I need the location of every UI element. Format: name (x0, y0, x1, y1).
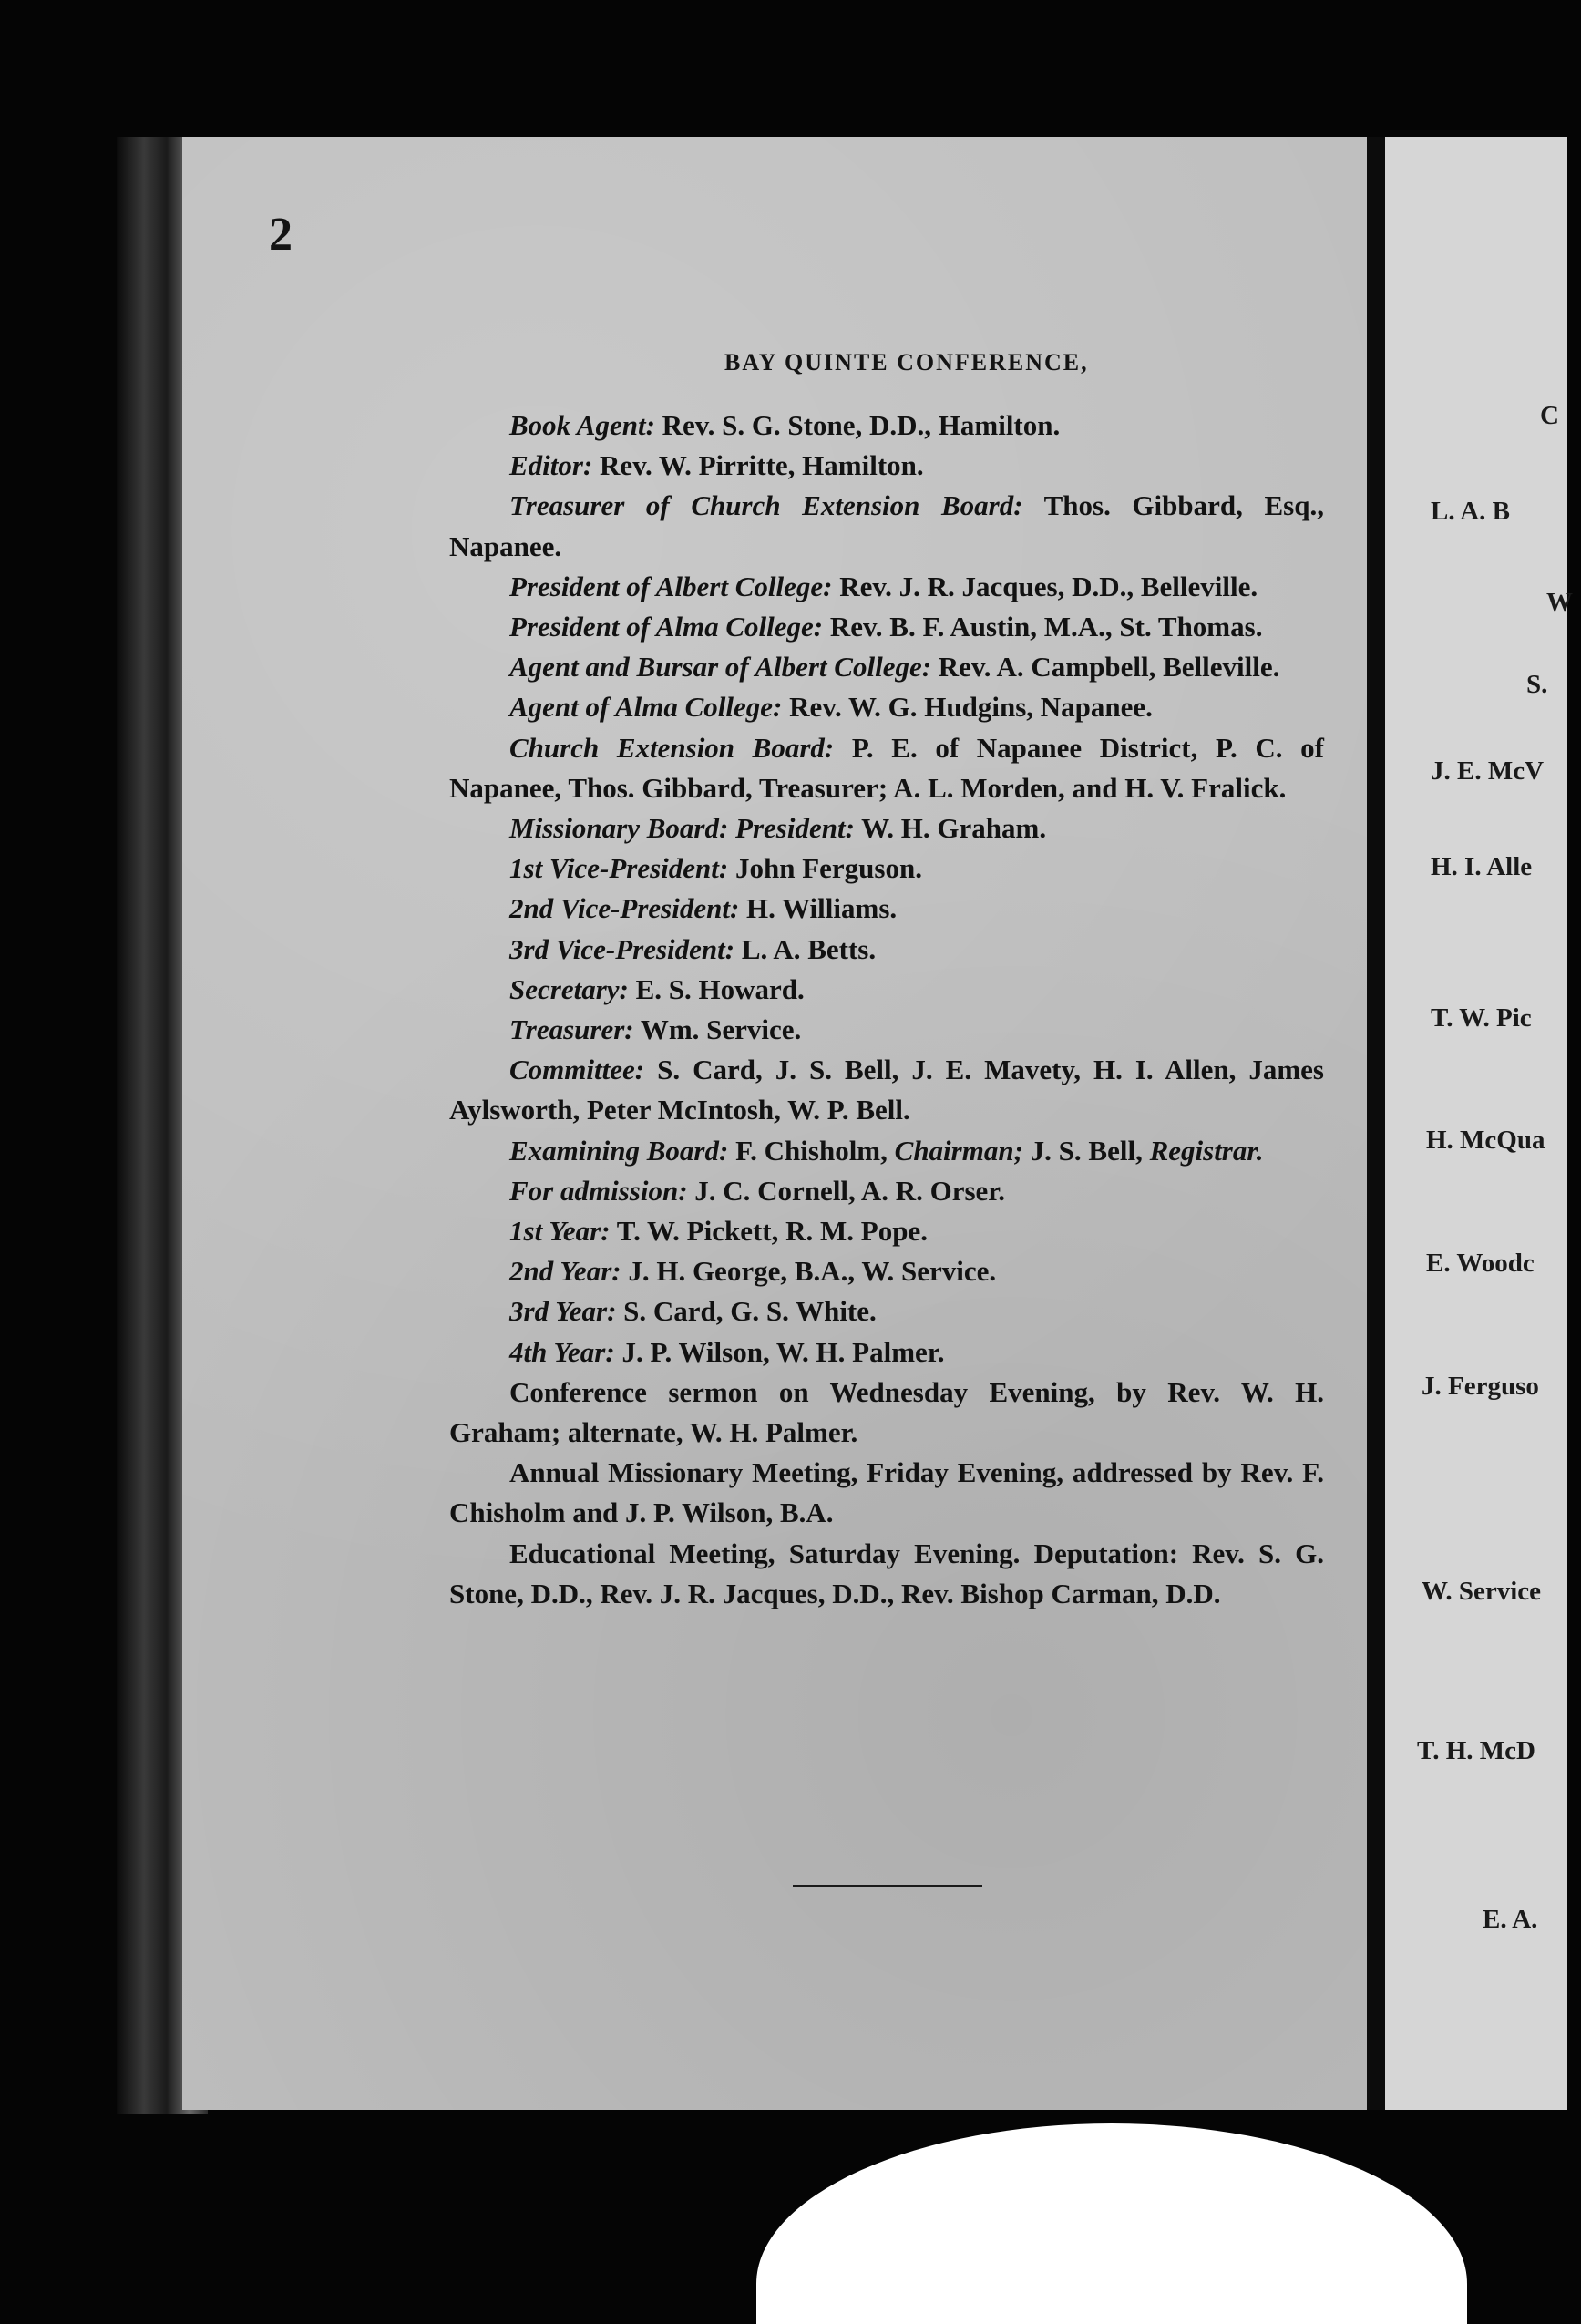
entry-label: 1st Year: (509, 1215, 611, 1248)
entry-label: Agent of Alma College: (509, 691, 783, 724)
entry-committee (449, 1050, 1324, 1130)
entry-text: F. Chisholm, (728, 1134, 895, 1167)
entry-text: Wm. Service. (633, 1013, 802, 1046)
entry-label: Examining Board: (509, 1134, 729, 1167)
entry-text: John Ferguson. (728, 852, 922, 885)
entry-text: Thos. Gibbard, Esq., Napanee. (449, 489, 1324, 562)
entry-text: J. C. Cornell, A. R. Orser. (687, 1174, 1005, 1207)
entry-examining-board (449, 1131, 1324, 1171)
entry-editor (449, 446, 1324, 486)
entry-church-extension-board (449, 728, 1324, 808)
page-number: 2 (269, 209, 293, 261)
entry-text: J. S. Bell, (1022, 1134, 1150, 1167)
entry-first-year (449, 1211, 1324, 1251)
entry-secretary (449, 970, 1324, 1010)
facing-line: W (1546, 588, 1573, 617)
entry-text: Conference sermon on Wednesday Evening, by Rev. W. H. Graham; alternate, W. H. Palmer. (449, 1375, 1324, 1449)
entry-text: L. A. Betts. (734, 932, 877, 965)
facing-line: E. Woodc (1426, 1249, 1535, 1278)
facing-line: C (1540, 401, 1559, 430)
facing-line: W. Service (1422, 1577, 1542, 1606)
entry-label: President of Alma College: (509, 611, 824, 643)
book-gutter (1367, 137, 1385, 2110)
entry-third-year (449, 1291, 1324, 1332)
entry-text: W. H. Graham. (854, 812, 1047, 845)
running-head: BAY QUINTE CONFERENCE, (724, 349, 1089, 375)
entry-label: Treasurer: (509, 1013, 634, 1046)
entry-label: President of Albert College: (509, 570, 833, 602)
entry-label: Book Agent: (509, 409, 655, 441)
entry-label-chairman: Chairman; (894, 1134, 1023, 1167)
entry-missionary-meeting (449, 1453, 1324, 1533)
facing-line: J. Ferguso (1422, 1372, 1539, 1401)
facing-line: S. (1526, 670, 1548, 699)
facing-line: T. H. McD (1417, 1736, 1535, 1765)
entry-book-agent (449, 406, 1324, 446)
entry-label: Treasurer of Church Extension Board: (509, 489, 1023, 522)
entry-educational-meeting (449, 1534, 1324, 1614)
entry-text: S. Card, G. S. White. (616, 1295, 877, 1328)
facing-line: E. A. (1483, 1905, 1538, 1934)
entry-second-year (449, 1251, 1324, 1291)
entry-label: For admission: (509, 1174, 688, 1207)
entry-treasurer-church-extension (449, 486, 1324, 566)
body-text (449, 406, 1324, 1614)
entry-label: 2nd Year: (509, 1255, 621, 1288)
entry-text: Rev. A. Campbell, Belleville. (931, 651, 1280, 684)
entry-president-alma-college (449, 607, 1324, 647)
entry-text: E. S. Howard. (628, 972, 805, 1005)
entry-label: Secretary: (509, 972, 629, 1005)
facing-page (1385, 137, 1567, 2110)
entry-label: 4th Year: (509, 1335, 615, 1368)
entry-text: H. Williams. (739, 892, 898, 925)
entry-label: 1st Vice-President: (509, 852, 729, 885)
entry-text: P. E. of Napanee District, P. C. of Napanee, Thos. Gibbard, Treasurer; A. L. Morden, and H. V. Fralick. (449, 731, 1324, 804)
entry-text: J. H. George, B.A., W. Service. (621, 1255, 997, 1288)
entry-text: T. W. Pickett, R. M. Pope. (610, 1215, 928, 1248)
entry-label: Church Extension Board: (509, 731, 835, 764)
entry-label: Agent and Bursar of Albert College: (509, 651, 932, 684)
entry-fourth-year (449, 1332, 1324, 1373)
entry-label: 3rd Vice-President: (509, 932, 735, 965)
entry-label-registrar: Registrar. (1149, 1134, 1264, 1167)
entry-label: 2nd Vice-President: (509, 892, 740, 925)
entry-missionary-board (449, 808, 1324, 848)
entry-text: S. Card, J. S. Bell, J. E. Mavety, H. I. Allen, James Aylsworth, Peter McIntosh, W. P. Bell. (449, 1054, 1324, 1126)
entry-label: 3rd Year: (509, 1295, 617, 1328)
entry-agent-alma (449, 687, 1324, 727)
facing-line: T. W. Pic (1431, 1003, 1532, 1033)
entry-first-vice-president (449, 848, 1324, 889)
entry-text: Rev. W. Pirritte, Hamilton. (592, 449, 924, 482)
entry-label: Editor: (509, 449, 593, 482)
facing-line: H. I. Alle (1431, 852, 1533, 881)
entry-label: Committee: (509, 1054, 645, 1086)
entry-conference-sermon (449, 1373, 1324, 1453)
entry-text: Rev. W. G. Hudgins, Napanee. (782, 691, 1153, 724)
entry-for-admission (449, 1171, 1324, 1211)
scan-glare (756, 2123, 1467, 2324)
entry-text: Annual Missionary Meeting, Friday Evening, addressed by Rev. F. Chisholm and J. P. Wilson, B.A. (449, 1456, 1324, 1529)
entry-text: J. P. Wilson, W. H. Palmer. (614, 1335, 945, 1368)
facing-line: H. McQua (1426, 1126, 1545, 1155)
entry-text: Rev. S. G. Stone, D.D., Hamilton. (654, 409, 1061, 441)
entry-text: Educational Meeting, Saturday Evening. Deputation: Rev. S. G. Stone, D.D., Rev. J. R. Jacques, D.D., Rev. Bishop Carman, D.D. (449, 1537, 1324, 1609)
entry-treasurer (449, 1010, 1324, 1050)
facing-line: J. E. McV (1431, 756, 1545, 786)
entry-second-vice-president (449, 889, 1324, 929)
entry-label: Missionary Board: President: (509, 812, 855, 845)
facing-line: L. A. B (1431, 497, 1511, 526)
entry-agent-bursar-albert (449, 647, 1324, 687)
entry-text: Rev. J. R. Jacques, D.D., Belleville. (832, 570, 1258, 602)
entry-third-vice-president (449, 930, 1324, 970)
entry-president-albert-college (449, 567, 1324, 607)
entry-text: Rev. B. F. Austin, M.A., St. Thomas. (823, 611, 1263, 643)
closing-rule (793, 1885, 982, 1887)
